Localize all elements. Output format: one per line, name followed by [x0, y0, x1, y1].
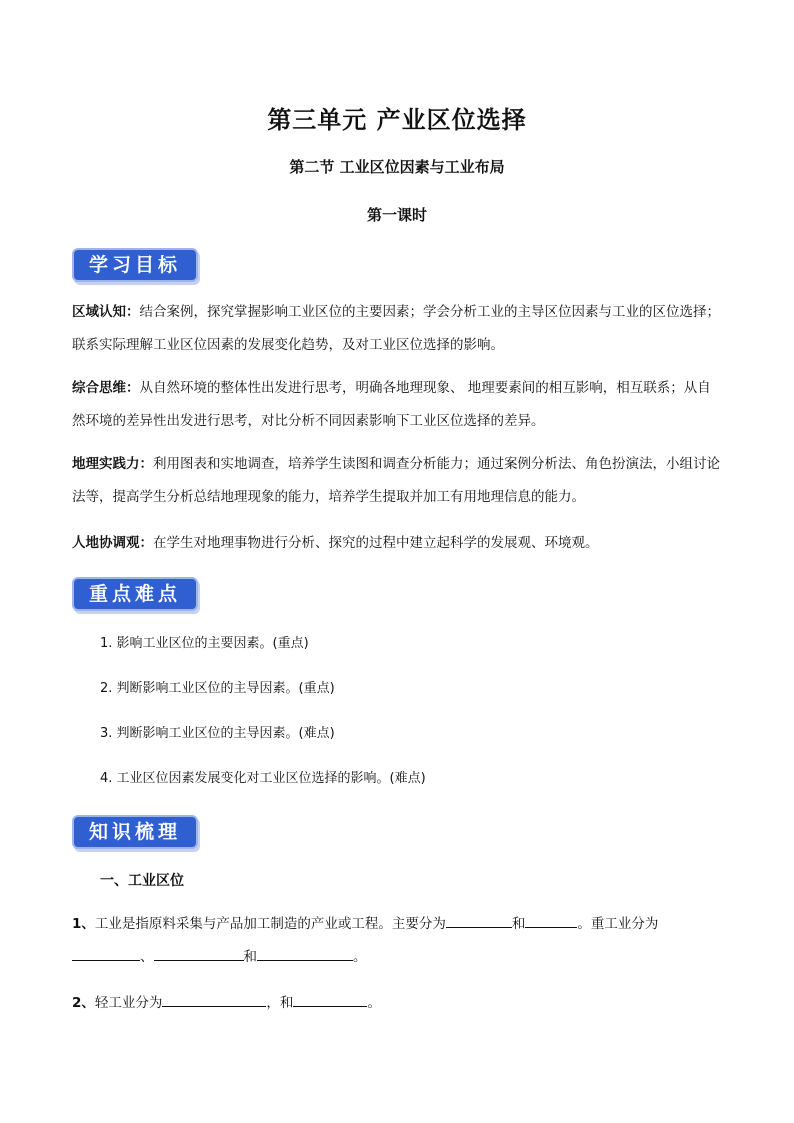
question-2	[72, 987, 722, 1020]
question-text: 轻工业分为	[94, 995, 163, 1011]
knowledge-banner: 知识梳理	[72, 815, 198, 849]
objective-paragraph	[72, 448, 722, 514]
objective-paragraph	[72, 372, 722, 438]
objective-label: 区域认知：	[72, 304, 140, 320]
lesson-title: 第一课时	[366, 206, 427, 224]
key-points-banner: 重点难点	[72, 577, 198, 611]
answer-blank[interactable]	[162, 992, 266, 1007]
key-point-item: 4. 工业区位因素发展变化对工业区位选择的影响。(难点)	[100, 771, 426, 786]
question-text: 和	[511, 916, 526, 932]
objective-paragraph	[72, 296, 722, 362]
question-number: 2、	[72, 995, 95, 1011]
question-1	[72, 908, 722, 974]
answer-blank[interactable]	[293, 992, 367, 1007]
question-text: 工业是指原料采集与产品加工制造的产业或工程。主要分为	[94, 916, 446, 932]
key-point-item: 3. 判断影响工业区位的主导因素。(难点)	[100, 726, 335, 741]
section-title: 第二节 工业区位因素与工业布局	[289, 158, 505, 176]
objective-paragraph	[72, 527, 722, 560]
question-text: 。重工业分为	[577, 916, 659, 932]
objective-text: 从自然环境的整体性出发进行思考，明确各地理现象、 地理要素间的相互影响，相互联系；从自然环境的差异性出发进行思考，对比分析不同因素影响下工业区位选择的差异。	[72, 380, 711, 429]
unit-title: 第三单元 产业区位选择	[267, 106, 527, 134]
objective-label: 人地协调观：	[72, 535, 153, 551]
answer-blank[interactable]	[446, 913, 512, 928]
answer-blank[interactable]	[525, 913, 577, 928]
section-heading: 一、工业区位	[100, 873, 184, 889]
objectives-banner: 学习目标	[72, 248, 198, 282]
question-text: 和	[243, 949, 257, 965]
objective-label: 地理实践力：	[72, 456, 153, 472]
question-text: 、	[140, 949, 154, 965]
question-text: ，和	[266, 995, 294, 1011]
question-number: 1、	[72, 916, 95, 932]
question-text: 。	[353, 949, 367, 965]
objective-text: 在学生对地理事物进行分析、探究的过程中建立起科学的发展观、环境观。	[153, 535, 599, 551]
objective-label: 综合思维：	[72, 380, 140, 396]
answer-blank[interactable]	[154, 946, 244, 961]
answer-blank[interactable]	[257, 946, 353, 961]
answer-blank[interactable]	[72, 946, 140, 961]
question-text: 。	[367, 995, 381, 1011]
key-point-item: 2. 判断影响工业区位的主导因素。(重点)	[100, 681, 335, 696]
objective-text: 利用图表和实地调查，培养学生读图和调查分析能力；通过案例分析法、角色扮演法，小组讨论法等，提高学生分析总结地理现象的能力，培养学生提取并加工有用地理信息的能力。	[72, 456, 720, 505]
key-point-item: 1. 影响工业区位的主要因素。(重点)	[100, 636, 309, 651]
objective-text: 结合案例，探究掌握影响工业区位的主要因素；学会分析工业的主导区位因素与工业的区位选择；联系实际理解工业区位因素的发展变化趋势，及对工业区位选择的影响。	[72, 304, 720, 353]
